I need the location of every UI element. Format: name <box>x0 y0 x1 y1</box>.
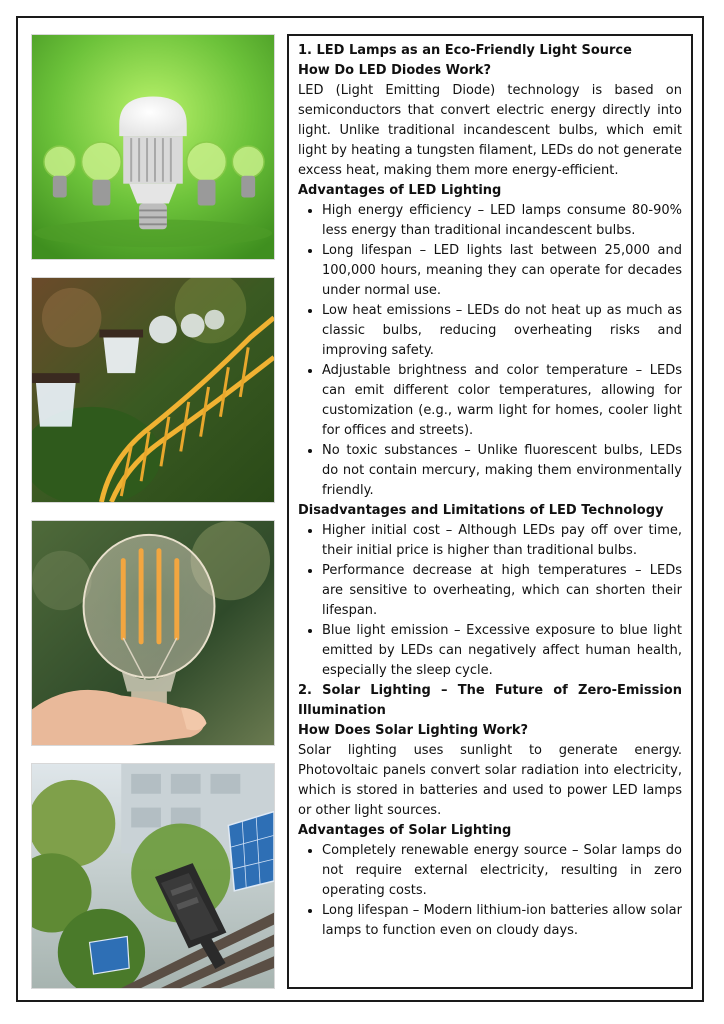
section-2-subheading: How Does Solar Lighting Work? <box>298 723 529 738</box>
solar-garden-lamps-photo <box>31 277 275 503</box>
list-item: • Adjustable brightness and color temperature – LEDs can emit different color temperatures, allowing for customization (e.g., warm light for homes, cooler light for offices and streets). <box>322 361 682 441</box>
led-disadvantages-heading: Disadvantages and Limitations of LED Technology <box>298 503 664 518</box>
list-item: • No toxic substances – Unlike fluorescent bulbs, LEDs do not contain mercury, making them environmentally friendly. <box>322 441 682 501</box>
section-1-subheading: How Do LED Diodes Work? <box>298 63 492 78</box>
led-bulbs-green-photo <box>31 34 275 260</box>
list-item: • Completely renewable energy source – Solar lamps do not require external electricity, resulting in zero operating costs. <box>322 841 682 901</box>
list-item: • Blue light emission – Excessive exposure to blue light emitted by LEDs can negatively affect human health, especially the sleep cycle. <box>322 621 682 681</box>
solar-panel-streetlight-photo <box>31 763 275 989</box>
section-1-intro: LED (Light Emitting Diode) technology is based on semiconductors that convert electric energy directly into light. Unlike traditional incandescent bulbs, which emit light by heating a tungsten filament, LEDs do not generate excess heat, making them more energy-efficient. <box>298 83 682 178</box>
list-item: • Performance decrease at high temperatures – LEDs are sensitive to overheating, which can shorten their lifespan. <box>322 561 682 621</box>
solar-advantages-list <box>298 841 682 941</box>
section-1-title: 1. LED Lamps as an Eco-Friendly Light Source <box>298 43 632 58</box>
list-item: • Long lifespan – LED lights last between 25,000 and 100,000 hours, meaning they can operate for decades under normal use. <box>322 241 682 301</box>
filament-bulb-hand-photo <box>31 520 275 746</box>
led-advantages-list <box>298 201 682 501</box>
list-item: • Long lifespan – Modern lithium-ion batteries allow solar lamps to function even on cloudy days. <box>322 901 682 941</box>
section-2-title: 2. Solar Lighting – The Future of Zero-Emission Illumination <box>298 683 682 718</box>
list-item: • Higher initial cost – Although LEDs pay off over time, their initial price is higher than traditional bulbs. <box>322 521 682 561</box>
section-2-intro: Solar lighting uses sunlight to generate energy. Photovoltaic panels convert solar radiation into electricity, which is stored in batteries and used to power LED lamps or other light sources. <box>298 743 682 818</box>
article-text-box <box>287 34 693 989</box>
led-disadvantages-list <box>298 521 682 681</box>
led-advantages-heading: Advantages of LED Lighting <box>298 183 502 198</box>
list-item: • Low heat emissions – LEDs do not heat up as much as classic bulbs, reducing overheating risks and improving safety. <box>322 301 682 361</box>
solar-advantages-heading: Advantages of Solar Lighting <box>298 823 512 838</box>
list-item: • High energy efficiency – LED lamps consume 80-90% less energy than traditional incandescent bulbs. <box>322 201 682 241</box>
